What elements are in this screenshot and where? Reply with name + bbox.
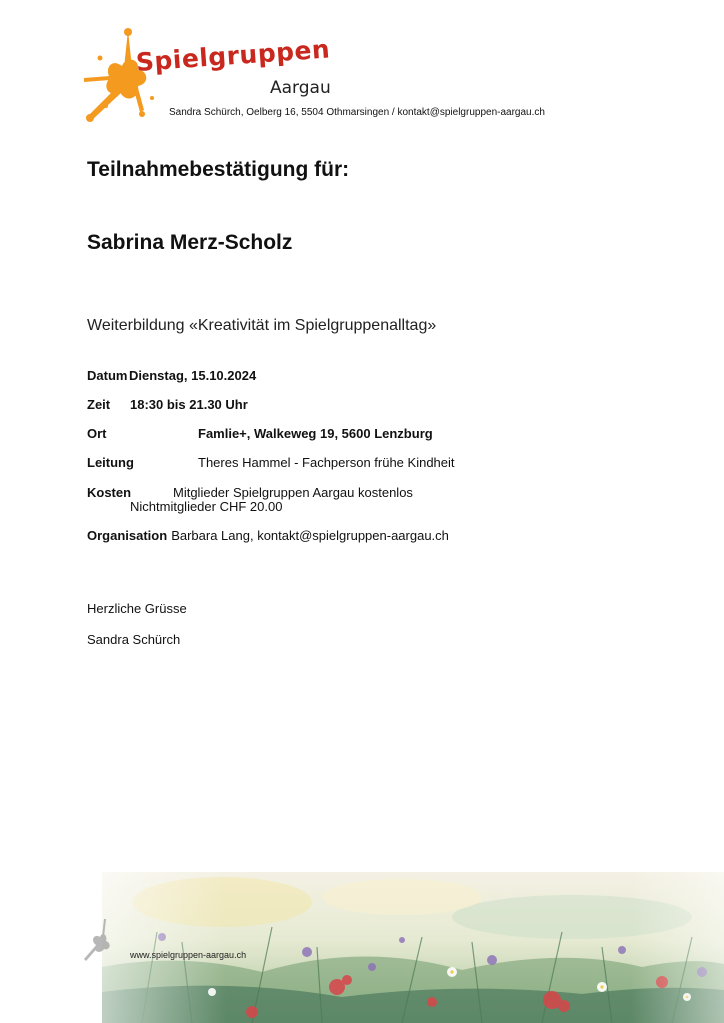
course-title: Weiterbildung «Kreativität im Spielgruppenalltag» xyxy=(87,317,437,334)
ort-label: Ort xyxy=(87,426,107,441)
detail-row-kosten xyxy=(87,485,413,500)
leitung-label: Leitung xyxy=(87,455,134,470)
closing-greeting: Herzliche Grüsse xyxy=(87,601,187,616)
leitung-value: Theres Hammel - Fachperson frühe Kindheit xyxy=(198,455,455,470)
kosten-value-nonmembers: Nichtmitglieder CHF 20.00 xyxy=(130,499,283,514)
paint-splash-icon xyxy=(82,28,172,123)
zeit-label: Zeit xyxy=(87,397,111,412)
zeit-value: 18:30 bis 21.30 Uhr xyxy=(130,397,248,412)
datum-label: Datum xyxy=(87,368,128,383)
detail-row-datum xyxy=(87,368,257,383)
logo-wordmark-spielgruppen: Spielgruppen xyxy=(134,34,332,77)
kosten-value-members: Mitglieder Spielgruppen Aargau kostenlos xyxy=(173,485,413,500)
kosten-label: Kosten xyxy=(87,485,132,500)
logo-wordmark-aargau: Aargau xyxy=(270,78,331,98)
gray-paint-splash-icon xyxy=(80,915,120,965)
detail-row-zeit xyxy=(87,397,248,412)
header-address: Sandra Schürch, Oelberg 16, 5504 Othmarsingen / kontakt@spielgruppen-aargau.ch xyxy=(169,107,545,118)
ort-value: Famlie+, Walkeweg 19, 5600 Lenzburg xyxy=(198,426,433,441)
footer-flower-banner xyxy=(102,872,724,1023)
detail-row-leitung xyxy=(87,455,455,470)
organisation-value: Barbara Lang, kontakt@spielgruppen-aargau.ch xyxy=(171,528,449,543)
footer-website-url: www.spielgruppen-aargau.ch xyxy=(130,950,247,960)
document-title: Teilnahmebestätigung für: xyxy=(87,158,350,181)
detail-row-organisation xyxy=(87,528,449,543)
closing-signature: Sandra Schürch xyxy=(87,632,181,647)
detail-row-ort xyxy=(87,426,433,441)
flower-meadow-icon xyxy=(102,872,724,1023)
organisation-label: Organisation xyxy=(87,528,168,543)
participant-name: Sabrina Merz-Scholz xyxy=(87,231,293,254)
datum-value: Dienstag, 15.10.2024 xyxy=(129,368,257,383)
detail-row-kosten-2 xyxy=(130,499,282,514)
